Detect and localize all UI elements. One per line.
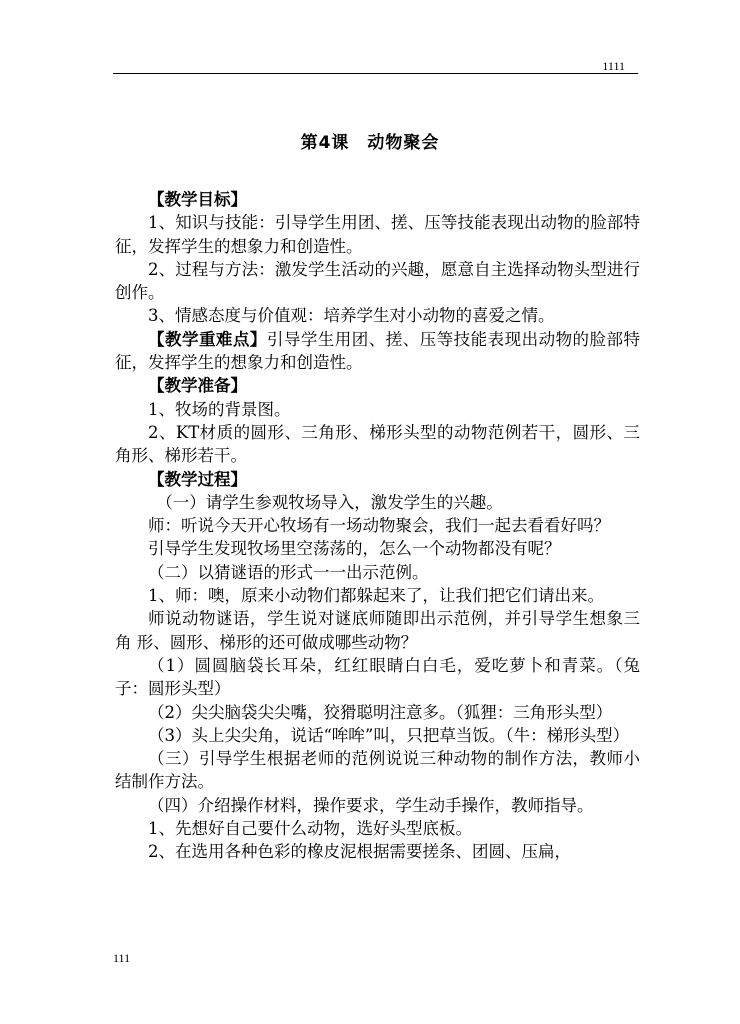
preparation-item: 2、KT材质的圆形、三角形、梯形头型的动物范例若干，圆形、三角形、梯形若干。 — [115, 422, 640, 466]
riddle-paragraph: （1）圆圆脑袋长耳朵，红红眼睛白白毛，爱吃萝卜和青菜。（兔子：圆形头型） — [115, 655, 640, 699]
process-paragraph: 师：听说今天开心牧场有一场动物聚会，我们一起去看看好吗？ — [148, 516, 610, 536]
key-points-heading: 【教学重难点】 — [148, 329, 267, 349]
process-paragraph: 1、先想好自己要什么动物，选好头型底板。 — [148, 819, 472, 839]
process-paragraph: （三）引导学生根据老师的范例说说三种动物的制作方法，教师小结制作方法。 — [115, 749, 640, 792]
preparation-heading: 【教学准备】 — [148, 376, 247, 396]
riddle-paragraph: （3）头上尖尖角，说话“哞哞”叫，只把草当饭。（牛：梯形头型） — [148, 725, 630, 745]
header-page-number: 1111 — [602, 59, 625, 73]
process-paragraph: 引导学生发现牧场里空荡荡的，怎么一个动物都没有呢？ — [148, 539, 561, 559]
goals-heading: 【教学目标】 — [148, 190, 247, 209]
process-paragraph: （四）介绍操作材料，操作要求，学生动手操作，教师指导。 — [148, 795, 594, 815]
goal-item: 1、知识与技能：引导学生用团、搓、压等技能表现出动物的脸部特征，发挥学生的想象力和创造性。 — [115, 213, 640, 256]
process-paragraph: （二）以猜谜语的形式一一出示范例。 — [148, 562, 429, 582]
process-heading: 【教学过程】 — [148, 469, 247, 489]
key-points-text: 引导学生用团、搓、压等技能表现出动物的脸部特征，发挥学生的想象力和创造性。 — [115, 329, 641, 373]
footer-page-number: 111 — [113, 951, 131, 965]
process-paragraph: （一）请学生参观牧场导入，激发学生的兴趣。 — [156, 492, 503, 512]
header-rule — [113, 73, 638, 74]
document-body — [115, 188, 640, 864]
process-paragraph: 师说动物谜语，学生说对谜底师随即出示范例，并引导学生想象三角 形、圆形、梯形的还可做成哪些动物？ — [115, 609, 640, 652]
process-paragraph: 1、师：噢，原来小动物们都躲起来了，让我们把它们请出来。 — [148, 586, 604, 606]
page-title: 第4课 动物聚会 — [300, 133, 440, 153]
goal-item: 2、过程与方法：激发学生活动的兴趣，愿意自主选择动物头型进行创作。 — [115, 259, 640, 303]
riddle-paragraph: （2）尖尖脑袋尖尖嘴，狡猾聪明注意多。（狐狸：三角形头型） — [148, 702, 613, 722]
goal-item: 3、情感态度与价值观：培养学生对小动物的喜爱之情。 — [148, 306, 555, 326]
preparation-item: 1、牧场的背景图。 — [148, 399, 291, 419]
process-paragraph: 2、在选用各种色彩的橡皮泥根据需要搓条、团圆、压扁， — [148, 842, 571, 862]
key-points — [115, 328, 640, 375]
